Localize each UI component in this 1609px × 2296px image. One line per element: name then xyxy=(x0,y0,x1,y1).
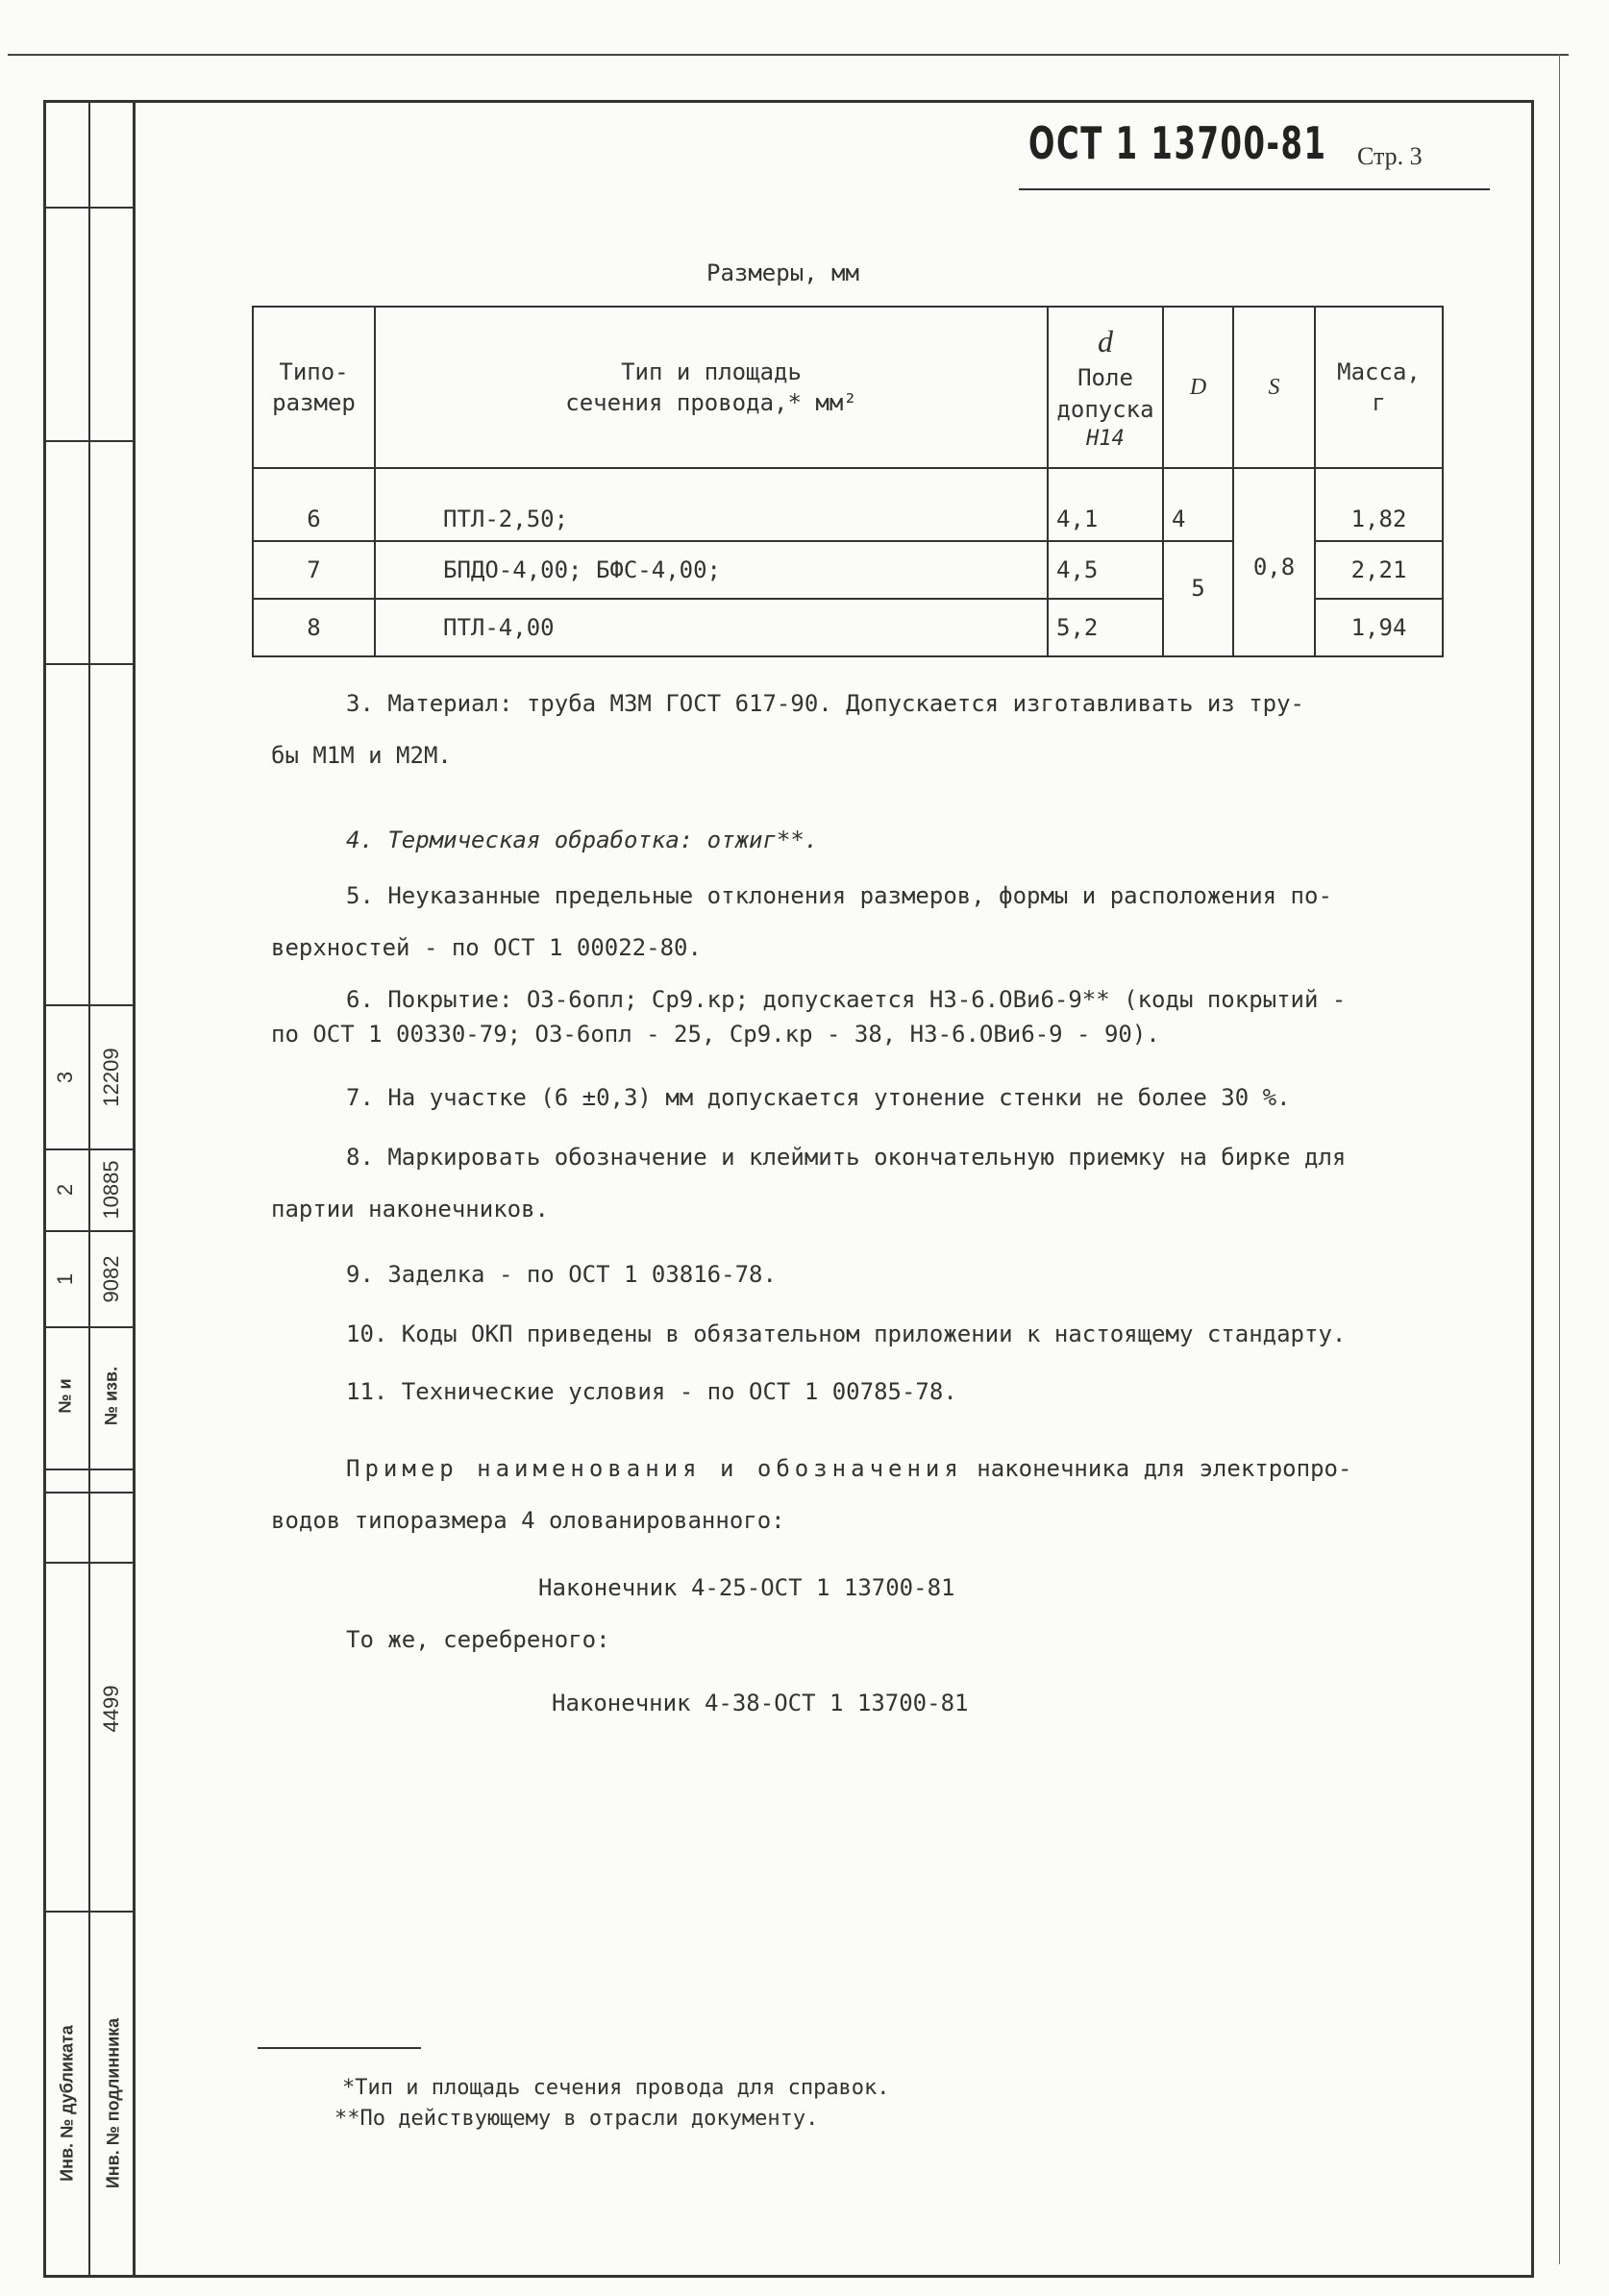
page-label: Стр. 3 xyxy=(1357,142,1423,170)
cell-S: 0,8 xyxy=(1233,468,1315,656)
strip-change-no-label: № и xyxy=(55,1378,75,1414)
doc-code: ОСТ 1 13700-81 xyxy=(1028,117,1327,169)
example-intro-spaced: Пример наименования и обозначения xyxy=(346,1455,963,1482)
side-strip-divider xyxy=(88,103,90,2275)
strip-rule xyxy=(43,1004,136,1006)
header-d-sub3: H14 xyxy=(1086,427,1125,452)
footnote-2: **По действующему в отрасли документу. xyxy=(334,2107,819,2131)
cell-d: 4,1 xyxy=(1048,468,1163,541)
cell-wire: ПТЛ-2,50; xyxy=(375,468,1048,541)
para-8-line2: партии наконечников. xyxy=(271,1196,549,1222)
para-6-line2: по ОСТ 1 00330-79; О3-6опл - 25, Ср9.кр - 38, Н3-6.ОВи6-9 - 90). xyxy=(271,1021,1160,1048)
header-d-sub2: допуска xyxy=(1056,395,1154,423)
para-10: 10. Коды ОКП приведены в обязательном приложении к настоящему стандарту. xyxy=(346,1321,1347,1347)
example-intro-rest: наконечника для электропро- xyxy=(977,1455,1352,1482)
strip-inv-value: 4499 xyxy=(99,1685,123,1733)
para-9: 9. Заделка - по ОСТ 1 03816-78. xyxy=(346,1261,777,1288)
strip-change-2: 2 xyxy=(53,1183,77,1197)
dimensions-table xyxy=(252,306,1444,657)
cell-d: 5,2 xyxy=(1048,599,1163,656)
footnote-1: *Тип и площадь сечения провода для справок. xyxy=(342,2076,890,2100)
strip-rule xyxy=(43,440,136,442)
cell-D: 5 xyxy=(1163,541,1233,656)
footnote-rule xyxy=(258,2047,421,2049)
cell-d: 4,5 xyxy=(1048,541,1163,599)
scan-edge-top xyxy=(8,54,1569,56)
para-4: 4. Термическая обработка: отжиг**. xyxy=(346,827,819,853)
cell-type-size: 7 xyxy=(253,541,375,599)
example-designation-1: Наконечник 4-25-ОСТ 1 13700-81 xyxy=(538,1574,955,1601)
strip-change-3: 3 xyxy=(53,1071,77,1084)
strip-rule xyxy=(43,1326,136,1328)
para-11: 11. Технические условия - по ОСТ 1 00785-78. xyxy=(346,1378,957,1405)
strip-rule xyxy=(43,1469,136,1470)
strip-orig-label: Инв. № подлинника xyxy=(103,2017,123,2189)
header-D: D xyxy=(1163,307,1233,468)
header-block xyxy=(1019,113,1490,190)
cell-mass: 2,21 xyxy=(1315,541,1443,599)
para-3-line1: 3. Материал: труба М3М ГОСТ 617-90. Допускается изготавливать из тру- xyxy=(346,690,1304,717)
strip-rule xyxy=(43,207,136,209)
strip-rule xyxy=(43,1148,136,1150)
strip-doc-no-label: № изв. xyxy=(101,1366,121,1426)
strip-doc-3: 12209 xyxy=(99,1048,123,1107)
strip-doc-1: 9082 xyxy=(99,1255,123,1303)
cell-mass: 1,82 xyxy=(1315,468,1443,541)
para-3-line2: бы М1М и М2М. xyxy=(271,742,452,769)
header-mass: Масса, г xyxy=(1315,307,1443,468)
same-silver: То же, серебреного: xyxy=(346,1626,610,1653)
header-d-sub1: Поле xyxy=(1077,364,1133,392)
strip-change-1: 1 xyxy=(53,1272,77,1286)
cell-wire: ПТЛ-4,00 xyxy=(375,599,1048,656)
cell-type-size: 6 xyxy=(253,468,375,541)
strip-rule xyxy=(43,663,136,665)
example-intro-line2: водов типоразмера 4 олованированного: xyxy=(271,1507,785,1534)
para-5-line1: 5. Неуказанные предельные отклонения размеров, формы и расположения по- xyxy=(346,882,1332,909)
cell-D: 4 xyxy=(1163,468,1233,541)
table-header-row xyxy=(253,307,1443,468)
table-row xyxy=(253,468,1443,541)
header-d-symbol: d xyxy=(1098,324,1113,359)
cell-mass: 1,94 xyxy=(1315,599,1443,656)
header-S: S xyxy=(1233,307,1315,468)
para-8-line1: 8. Маркировать обозначение и клеймить окончательную приемку на бирке для xyxy=(346,1144,1347,1171)
header-wire: Тип и площадь сечения провода,* мм² xyxy=(375,307,1048,468)
cell-type-size: 8 xyxy=(253,599,375,656)
table-caption: Размеры, мм xyxy=(706,259,859,286)
header-d xyxy=(1048,307,1163,468)
strip-rule xyxy=(43,1492,136,1494)
strip-rule xyxy=(43,1230,136,1232)
para-5-line2: верхностей - по ОСТ 1 00022-80. xyxy=(271,934,702,961)
cell-wire: БПДО-4,00; БФС-4,00; xyxy=(375,541,1048,599)
para-6-line1: 6. Покрытие: О3-6опл; Ср9.кр; допускается Н3-6.ОВи6-9** (коды покрытий - xyxy=(346,986,1347,1013)
header-type-size: Типо- размер xyxy=(253,307,375,468)
strip-doc-2: 10885 xyxy=(99,1160,123,1220)
strip-rule xyxy=(43,1911,136,1913)
example-intro xyxy=(346,1455,1351,1482)
para-7: 7. На участке (6 ±0,3) мм допускается утонение стенки не более 30 %. xyxy=(346,1084,1291,1111)
example-designation-2: Наконечник 4-38-ОСТ 1 13700-81 xyxy=(552,1690,969,1716)
scan-edge-right xyxy=(1559,54,1560,2264)
strip-rule xyxy=(43,1562,136,1564)
strip-dup-label: Инв. № дубликата xyxy=(57,2025,77,2182)
